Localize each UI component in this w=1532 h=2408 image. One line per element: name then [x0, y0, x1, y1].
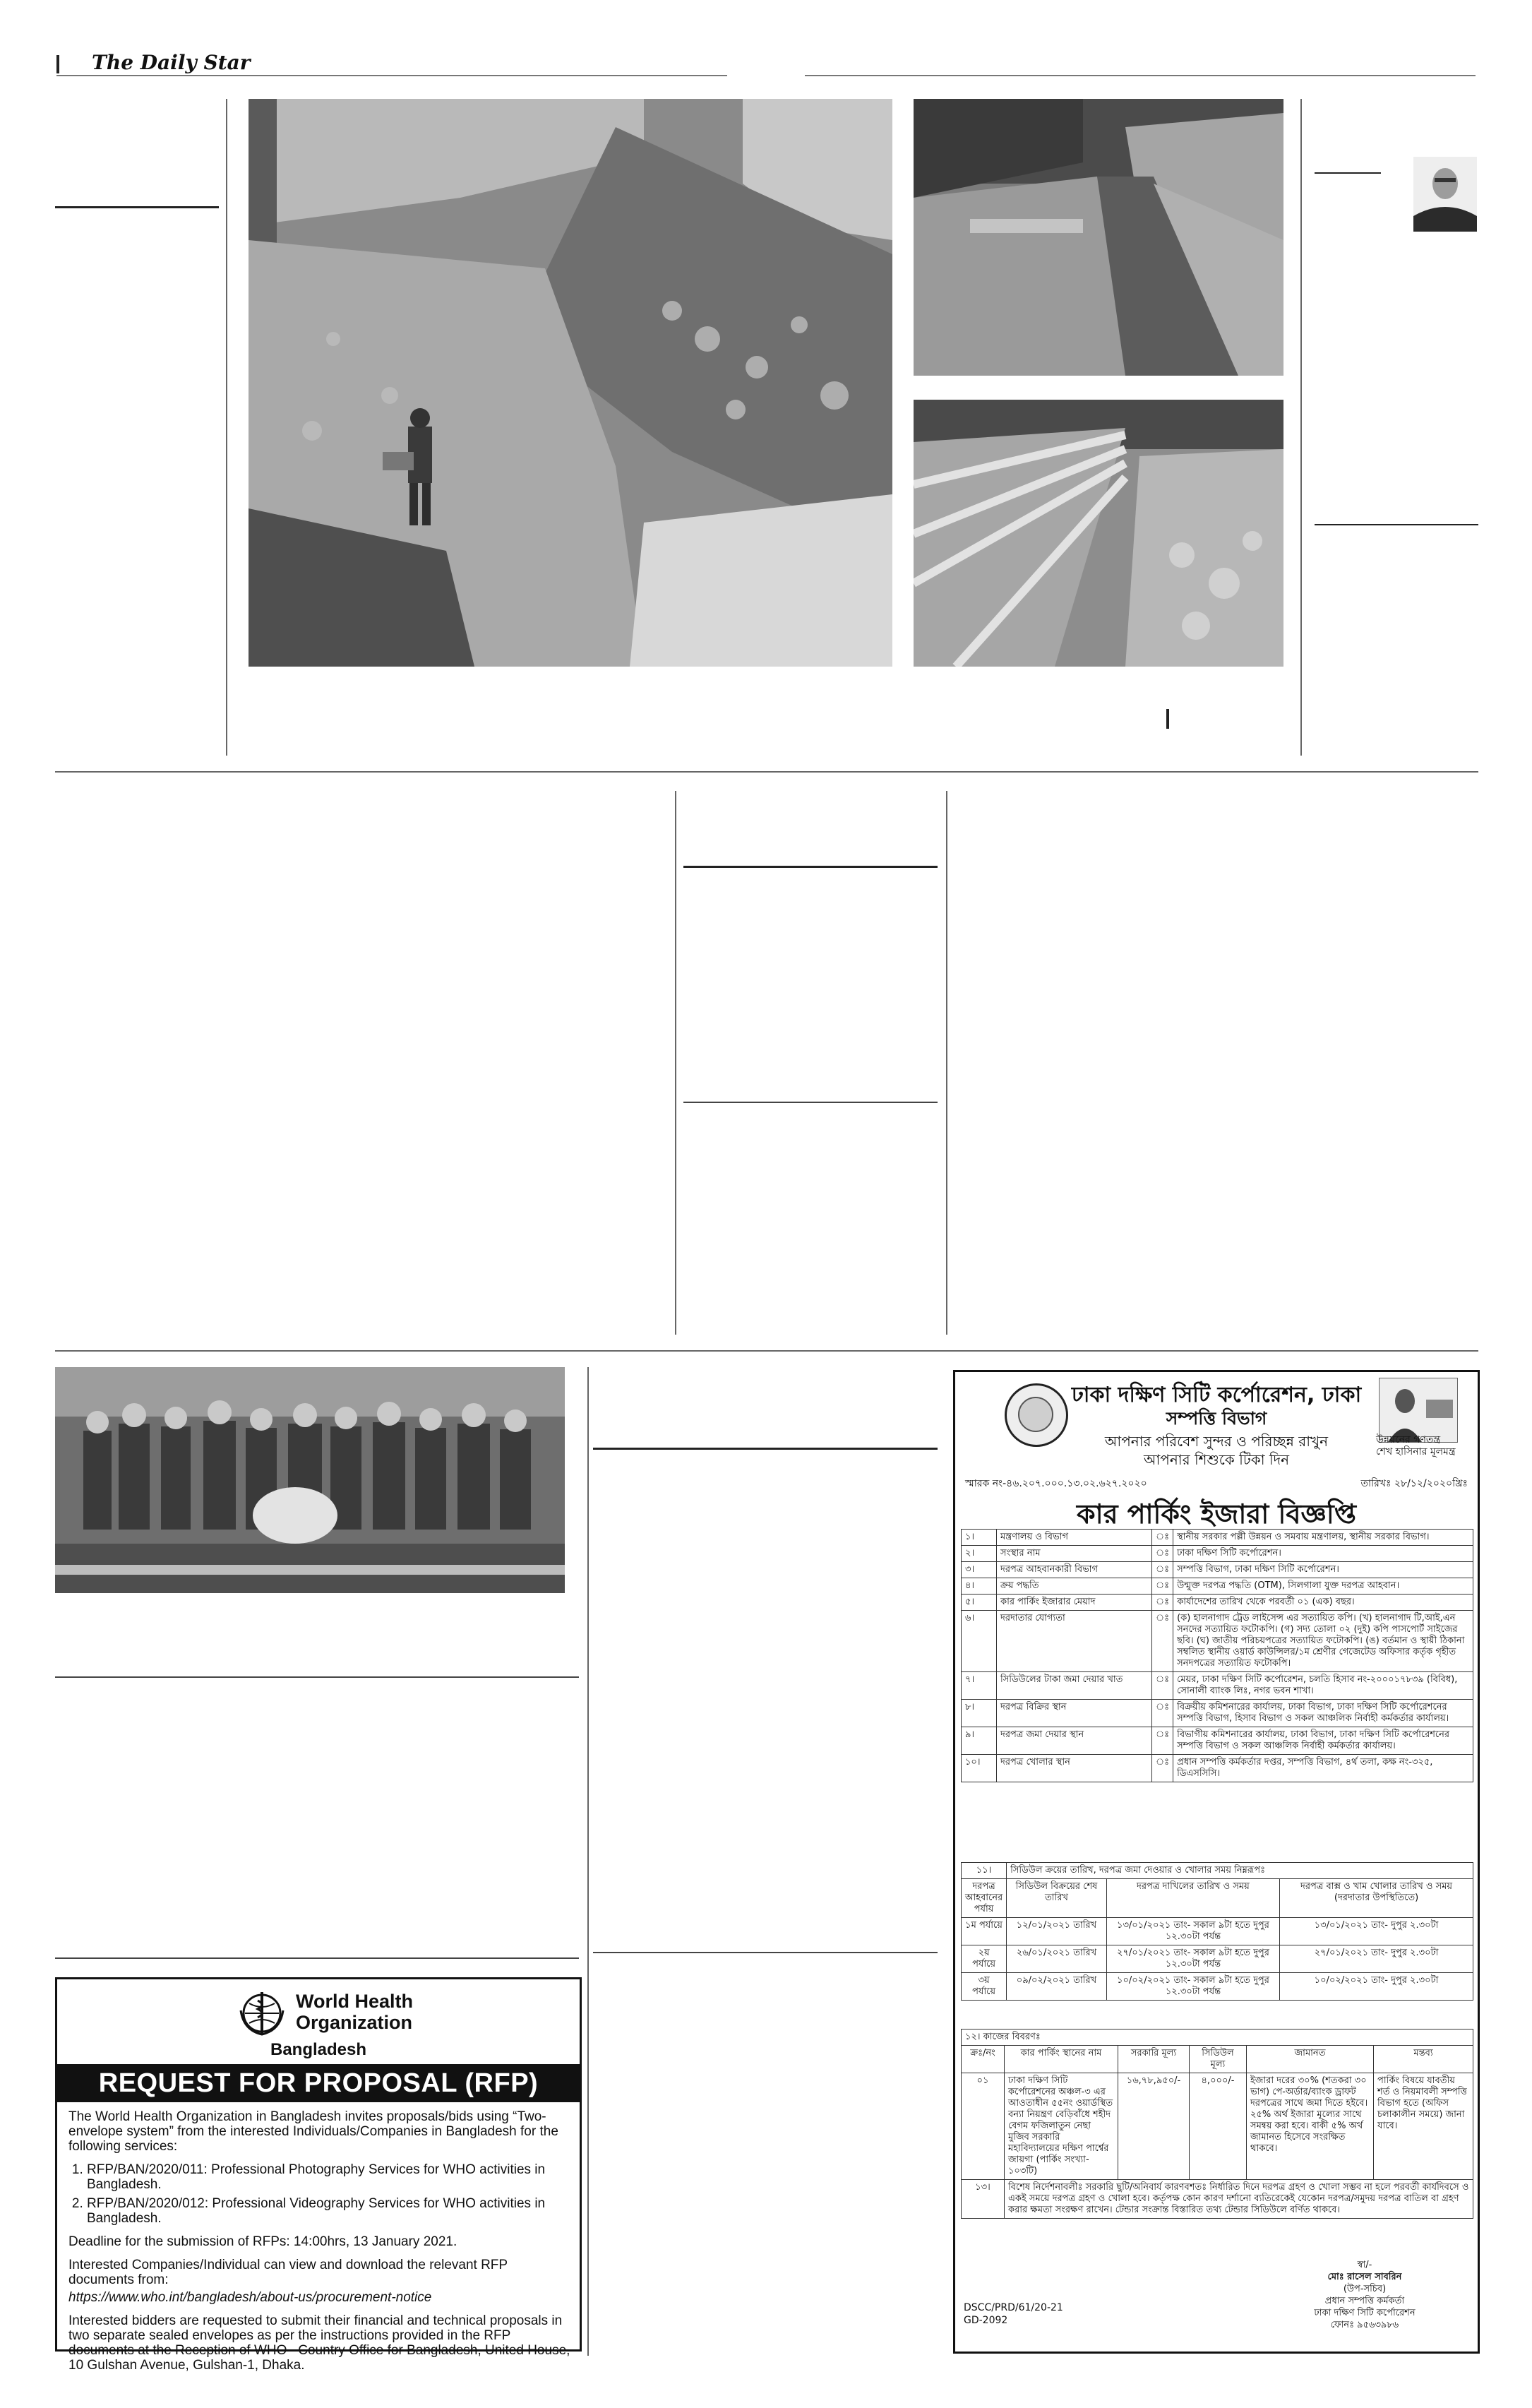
work-cell: ইজারা দরের ৩০% (শতকরা ৩০ ভাগ) পে-অর্ডার/ব্যাংক ড্রাফট দরপত্রের সাথে জমা দিতে হইবে। ২৫% অর্থ ইজারা মূল্যের সাথে সমন্বয় করা হবে। বাকী ৫% অর্থ জামানত হিসেবে সংরক্ষিত থাকবে। [1247, 2073, 1374, 2180]
side-slogan-line: উন্নয়নের গণতন্ত্র [1376, 1434, 1441, 1446]
work-header: সরকারি মূল্য [1118, 2046, 1190, 2073]
row-label: দরপত্র বিক্রির স্থান [997, 1700, 1152, 1727]
caption-marker [1166, 709, 1169, 729]
columnist-portrait [1413, 157, 1477, 232]
work-cell: ১৬,৭৮,৯৫০/- [1118, 2073, 1190, 2180]
dscc-car-parking-notice [953, 1370, 1480, 2354]
info-row [962, 1700, 1473, 1727]
canal-photo-top-right [914, 99, 1283, 376]
notice-title: কার পার্কিং ইজারা বিজ্ঞপ্তি [1076, 1498, 1357, 1530]
notice-date: তারিখঃ ২৮/১২/২০২০খ্রিঃ [1360, 1478, 1468, 1489]
row-value: সম্পত্তি বিভাগ, ঢাকা দক্ষিণ সিটি কর্পোরেশন। [1173, 1562, 1473, 1578]
row-number: ৪। [962, 1578, 997, 1595]
schedule-header: দরপত্র দাখিলের তারিখ ও সময় [1106, 1879, 1279, 1918]
section-divider [55, 771, 1478, 773]
signature-line: প্রধান সম্পত্তি কর্মকর্তা [1324, 2296, 1405, 2306]
schedule-header: সিডিউল বিক্রয়ের শেষ তারিখ [1007, 1879, 1107, 1918]
row-separator: ঃ [1152, 1595, 1173, 1611]
row-separator: ঃ [1152, 1562, 1173, 1578]
row-number: ৬। [962, 1611, 997, 1672]
rfp-banner: REQUEST FOR PROPOSAL (RFP) [57, 2064, 580, 2102]
row-separator: ঃ [1152, 1700, 1173, 1727]
info-row [962, 1727, 1473, 1755]
row-number: ৮। [962, 1700, 997, 1727]
schedule-cell: ২৭/০১/২০২১ তাং- দুপুর ২.৩০টা [1280, 1945, 1473, 1973]
row-label: কার পার্কিং ইজারার মেয়াদ [997, 1595, 1152, 1611]
canal-photo-bottom-right [914, 400, 1283, 667]
note-number: ১৩। [962, 2180, 1005, 2219]
row-value: প্রধান সম্পত্তি কর্মকর্তার দপ্তর, সম্পত্তি বিভাগ, ৪র্থ তলা, কক্ষ নং-৩২৫, ডিএসসিসি। [1173, 1755, 1473, 1782]
info-row [962, 1611, 1473, 1672]
rfp-intro: The World Health Organization in Bangladesh invites proposals/bids using “Two-envelope system” from the interested Individuals/Companies in Bangladesh for the following services: [68, 2109, 558, 2154]
canal-photo-top-right-image [914, 99, 1283, 376]
notice-org-name: ঢাকা দক্ষিণ সিটি কর্পোরেশন, ঢাকা [1071, 1383, 1362, 1407]
org-name-line: World Health [296, 1991, 414, 2012]
schedule-caption: সিডিউল ক্রয়ের তারিখ, দরপত্র জমা দেওয়ার ও খোলার সময় নিম্নরূপঃ [1007, 1863, 1473, 1879]
rfp-body [68, 2109, 571, 2381]
row-label: সিডিউলের টাকা জমা দেয়ার খাত [997, 1672, 1152, 1700]
schedule-row [962, 1918, 1473, 1945]
who-country: Bangladesh [270, 2040, 367, 2059]
column-divider [587, 1367, 589, 2356]
row-separator: ঃ [1152, 1755, 1173, 1782]
work-row [962, 2073, 1473, 2180]
signature-line: (উপ-সচিব) [1343, 2284, 1387, 2294]
work-caption: ১২। কাজের বিবরণঃ [962, 2029, 1473, 2046]
schedule-cell: ৩য় পর্যায়ে [962, 1973, 1007, 2001]
special-instructions: বিশেষ নির্দেশনাবলীঃ সরকারি ছুটি/অনিবার্য কারণবশতঃ নির্ধারিত দিনে দরপত্র গ্রহণ ও খোলা সম্ভব না হলে পরবর্তী কার্যদিবসে ও একই সময়ে দরপত্র গ্রহণ ও খোলা হবে। কর্তৃপক্ষ কোন কারণ দর্শানো ব্যতিরেকেই যেকোন দরপত্র/সমুদয় দরপত্র বাতিল বা গ্রহণ করার ক্ষমতা সংরক্ষণ রাখেন। টেন্ডার সংক্রান্ত বিস্তারিত তথ্য টেন্ডার সিডিউলে বর্ণিত থাকবে। [1005, 2180, 1473, 2219]
work-table [961, 2029, 1473, 2219]
signature-line: মোঃ রাসেল সাবরিন [1327, 2272, 1402, 2282]
info-row [962, 1578, 1473, 1595]
row-separator: ঃ [1152, 1530, 1173, 1546]
row-number: ২। [962, 1546, 997, 1562]
info-row [962, 1546, 1473, 1562]
notice-info-table [961, 1529, 1473, 1782]
row-number: ৭। [962, 1672, 997, 1700]
row-value: ঢাকা দক্ষিণ সিটি কর্পোরেশন। [1173, 1546, 1473, 1562]
side-slogan-line: শেখ হাসিনার মূলমন্ত্র [1376, 1446, 1456, 1458]
schedule-cell: ২৭/০১/২০২১ তাং- সকাল ৯টা হতে দুপুর ১২.৩০টা পর্যন্ত [1106, 1945, 1279, 1973]
signature-block [1266, 2259, 1464, 2331]
schedule-row-number: ১১। [962, 1863, 1007, 1879]
newspaper-logo: The Daily Star [92, 51, 251, 74]
row-number: ৫। [962, 1595, 997, 1611]
canal-photo-main [249, 99, 892, 667]
row-value: (ক) হালনাগাদ ট্রেড লাইসেন্স এর সত্যায়িত কপি। (খ) হালনাগাদ টি,আই,এন সনদের সত্যায়িত ফটোকপি। (গ) সদ্য তোলা ০২ (দুই) কপি পাসপোর্ট সাইজের ছবি। (ঘ) জাতীয় পরিচয়পত্রের সত্যায়িত ফটোকপি। (ঙ) বর্তমান ও স্থায়ী ঠিকানা সম্বলিত স্থানীয় ওয়ার্ড কাউন্সিলর/১ম শ্রেণীর গেজেটেড অফিসার কর্তৃক গৃহীত সনদপত্রের সত্যায়িত ফটোকপি। [1173, 1611, 1473, 1672]
row-label: দরপত্র আহবানকারী বিভাগ [997, 1562, 1152, 1578]
schedule-cell: ১২/০১/২০২১ তারিখ [1007, 1918, 1107, 1945]
side-slogan [1376, 1434, 1503, 1458]
column-rule [593, 1952, 938, 1953]
row-label: দরপত্র খোলার স্থান [997, 1755, 1152, 1782]
row-value: বিভাগীয় কমিশনারের কার্যালয়, ঢাকা বিভাগ, ঢাকা দক্ষিণ সিটি কর্পোরেশনের সম্পত্তি বিভাগ ও সকল আঞ্চলিক নির্বাহী কর্মকর্তার কার্যালয়। [1173, 1727, 1473, 1755]
row-separator: ঃ [1152, 1578, 1173, 1595]
row-number: ৯। [962, 1727, 997, 1755]
row-number: ১। [962, 1530, 997, 1546]
row-separator: ঃ [1152, 1546, 1173, 1562]
schedule-cell: ০৯/০২/২০২১ তারিখ [1007, 1973, 1107, 2001]
row-value: মেয়র, ঢাকা দক্ষিণ সিটি কর্পোরেশন, চলতি হিসাব নং-২০০০১৭৮৩৯ (বিবিধ), সোনালী ব্যাংক লিঃ, নগর ভবন শাখা। [1173, 1672, 1473, 1700]
group-photo [55, 1367, 565, 1593]
column-rule [683, 866, 938, 868]
schedule-table [961, 1862, 1473, 2001]
row-number: ১০। [962, 1755, 997, 1782]
work-cell: পার্কিং বিষয়ে যাবতীয় শর্ত ও নিয়মাবলী সম্পত্তি বিভাগ হতে (অফিস চলাকালীন সময়ে) জানা যাবে। [1374, 2073, 1473, 2180]
work-header: ক্রঃ/নং [962, 2046, 1005, 2073]
rfp-item: 2. RFP/BAN/2020/012: Professional Videography Services for WHO activities in Bangladesh. [87, 2196, 571, 2226]
who-rfp-advert [55, 1977, 582, 2373]
group-photo-image [55, 1367, 565, 1593]
info-row [962, 1530, 1473, 1546]
rfp-download-note: Interested Companies/Individual can view and download the relevant RFP documents from: [68, 2258, 508, 2287]
canal-photo-main-image [249, 99, 892, 667]
signature-line: ঢাকা দক্ষিণ সিটি কর্পোরেশন [1314, 2308, 1416, 2318]
column-rule [55, 1957, 579, 1959]
schedule-cell: ২য় পর্যায়ে [962, 1945, 1007, 1973]
row-label: দরপত্র জমা দেয়ার স্থান [997, 1727, 1152, 1755]
info-row [962, 1562, 1473, 1578]
schedule-header: দরপত্র আহবানের পর্যায় [962, 1879, 1007, 1918]
info-row [962, 1672, 1473, 1700]
reference-codes [964, 2301, 1063, 2327]
column-rule [1315, 524, 1478, 525]
row-label: ক্রয় পদ্ধতি [997, 1578, 1152, 1595]
canal-photo-bottom-right-image [914, 400, 1283, 667]
work-header: জামানত [1247, 2046, 1374, 2073]
row-value: স্থানীয় সরকার পল্লী উন্নয়ন ও সমবায় মন্ত্রণালয়, স্থানীয় সরকার বিভাগ। [1173, 1530, 1473, 1546]
row-value: উন্মুক্ত দরপত্র পদ্ধতি (OTM), সিলগালা যুক্ত দরপত্র আহবান। [1173, 1578, 1473, 1595]
schedule-header: দরপত্র বাক্স ও খাম খোলার তারিখ ও সময় (দরদাতার উপস্থিতিতে) [1280, 1879, 1473, 1918]
schedule-cell: ১৩/০১/২০২১ তাং- দুপুর ২.৩০টা [1280, 1918, 1473, 1945]
schedule-cell: ২৬/০১/২০২১ তারিখ [1007, 1945, 1107, 1973]
info-row [962, 1755, 1473, 1782]
column-divider [226, 99, 227, 756]
work-cell: ঢাকা দক্ষিণ সিটি কর্পোরেশনের অঞ্চল-৩ এর আওতাধীন ৫৫নং ওয়ার্ডস্থিত বন্যা নিয়ন্ত্রণ বেড়িবাঁধে শহীদ বেগম ফজিলাতুন নেছা মুজিব সরকারি মহাবিদ্যালয়ের দক্ষিণ পার্শ্বের জায়গা (পার্কিং সংখ্যা- ১০৩টি) [1005, 2073, 1118, 2180]
section-divider [55, 1350, 1478, 1352]
rfp-deadline: Deadline for the submission of RFPs: 14:00hrs, 13 January 2021. [68, 2234, 457, 2249]
row-label: সংস্থার নাম [997, 1546, 1152, 1562]
schedule-cell: ১ম পর্যায়ে [962, 1918, 1007, 1945]
work-cell: ৪,০০০/- [1190, 2073, 1247, 2180]
rfp-link[interactable]: https://www.who.int/bangladesh/about-us/procurement-notice [68, 2290, 432, 2305]
rfp-item: 1. RFP/BAN/2020/011: Professional Photography Services for WHO activities in Bangladesh. [87, 2162, 571, 2192]
row-separator: ঃ [1152, 1672, 1173, 1700]
signature-line: ফোনঃ ৯৫৬৩৯৮৬ [1330, 2320, 1399, 2330]
schedule-cell: ১০/০২/২০২১ তাং- সকাল ৯টা হতে দুপুর ১২.৩০টা পর্যন্ত [1106, 1973, 1279, 2001]
masthead-rule [56, 55, 59, 73]
who-emblem-icon [238, 1989, 289, 2037]
who-org-name [296, 1991, 413, 2033]
info-row [962, 1595, 1473, 1611]
row-label: মন্ত্রণালয় ও বিভাগ [997, 1530, 1152, 1546]
work-header: মন্তব্য [1374, 2046, 1473, 2073]
who-logo [57, 1989, 580, 2032]
column-rule [55, 1676, 579, 1678]
work-header: সিডিউল মূল্য [1190, 2046, 1247, 2073]
memo-number: স্মারক নং-৪৬.২০৭.০০০.১৩.০২.৬২৭.২০২০ [965, 1478, 1147, 1489]
column-rule [593, 1448, 938, 1450]
schedule-row [962, 1945, 1473, 1973]
signature-line: স্বা/- [1357, 2260, 1372, 2270]
row-value: বিক্রয়ীয় কমিশনারের কার্যালয়, ঢাকা বিভাগ, ঢাকা দক্ষিণ সিটি কর্পোরেশনের সম্পত্তি বিভাগ, হিসাব বিভাগ ও সকল আঞ্চলিক নির্বাহী কর্মকর্তার কার্যালয়। [1173, 1700, 1473, 1727]
column-divider [1300, 99, 1302, 756]
columnist-portrait-image [1413, 157, 1477, 232]
column-rule [1315, 172, 1381, 174]
header-rule-right [805, 75, 1476, 76]
rfp-item-list [68, 2162, 571, 2226]
column-rule [683, 1102, 938, 1103]
row-separator: ঃ [1152, 1611, 1173, 1672]
gd-code: GD-2092 [964, 2315, 1008, 2326]
row-separator: ঃ [1152, 1727, 1173, 1755]
schedule-cell: ১৩/০১/২০২১ তাং- সকাল ৯টা হতে দুপুর ১২.৩০টা পর্যন্ত [1106, 1918, 1279, 1945]
rfp-submission: Interested bidders are requested to submit their financial and technical proposals in two separate sealed envelopes as per the instructions provided in the RFP documents at the Reception of WHO– Country Office for Bangladesh, United House, 10 Gulshan Avenue, Gulshan-1, Dhaka. [68, 2313, 570, 2373]
work-header: কার পার্কিং স্থানের নাম [1005, 2046, 1118, 2073]
column-divider [946, 791, 947, 1335]
org-name-line: Organization [296, 2012, 413, 2033]
notice-slogan: আপনার শিশুকে টিকা দিন [1143, 1451, 1290, 1468]
ref-code: DSCC/PRD/61/20-21 [964, 2302, 1063, 2313]
row-label: দরদাতার যোগ্যতা [997, 1611, 1152, 1672]
row-number: ৩। [962, 1562, 997, 1578]
column-rule [55, 206, 219, 208]
row-value: কার্যাদেশের তারিখ থেকে পরবর্তী ০১ (এক) বছর। [1173, 1595, 1473, 1611]
column-divider [675, 791, 676, 1335]
header-rule-left [56, 75, 727, 76]
notice-department: সম্পত্তি বিভাগ [1166, 1408, 1267, 1429]
work-cell: ০১ [962, 2073, 1005, 2180]
schedule-row [962, 1973, 1473, 2001]
notice-slogan: আপনার পরিবেশ সুন্দর ও পরিচ্ছন্ন রাখুন [1104, 1433, 1329, 1450]
schedule-cell: ১০/০২/২০২১ তাং- দুপুর ২.৩০টা [1280, 1973, 1473, 2001]
